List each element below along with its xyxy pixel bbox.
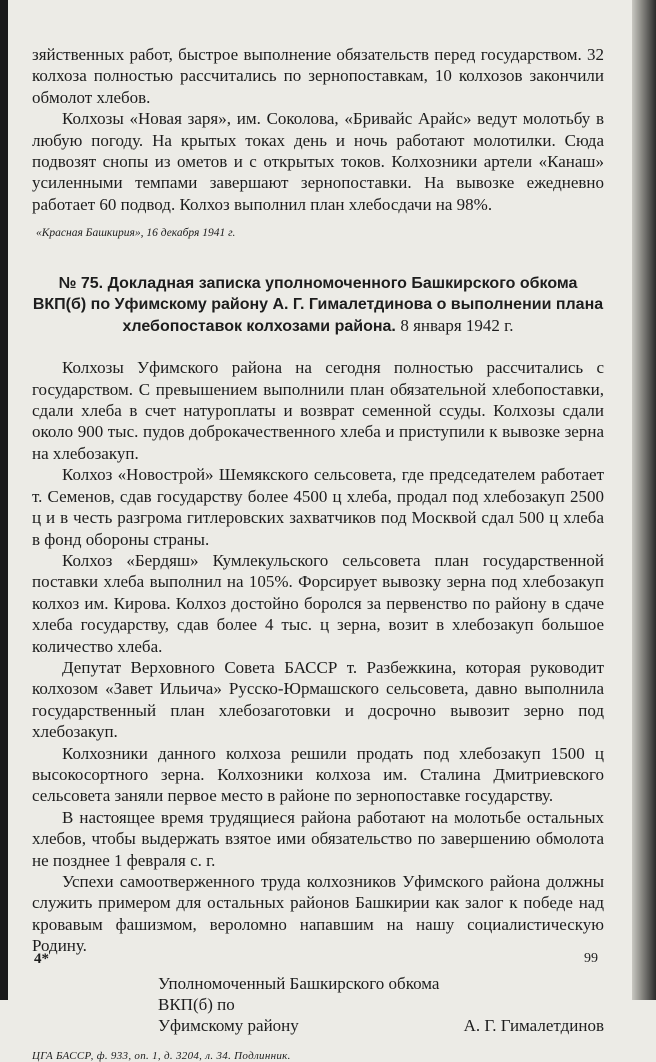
document-paragraph-2: Колхоз «Новострой» Шемякского сельсовета, где председателем работает т. Семенов, сдав государству более 4500 ц хлеба, продал под хлебозакуп 2500 ц и в честь разгрома гитлеровских захватчиков под Москвой сдал 500 ц хлеба в фонд обороны страны. <box>32 465 604 549</box>
page-body <box>32 44 604 1062</box>
continuation-paragraph-2: Колхозы «Новая заря», им. Соколова, «Бривайс Арайс» ведут молотьбу в любую погоду. На крытых токах день и ночь работают молотилки. Сюда подвозят снопы из ометов и с открытых токов. Колхозники артели «Канаш» усиленными темпами завершают зернопоставки. На вывозке ежедневно работает 60 подвод. Колхоз выполнил план хлебосдачи на 98%. <box>32 109 604 214</box>
signature-title-line-2: Уфимскому району <box>158 1015 299 1035</box>
signature-title-line-1: Уполномоченный Башкирского обкома ВКП(б) по <box>158 973 440 1014</box>
document-date: 8 января 1942 г. <box>400 316 514 336</box>
newspaper-source: «Красная Башкирия», 16 декабря 1941 г. <box>36 227 236 240</box>
scan-edge-right <box>632 0 656 1000</box>
page-number: 99 <box>584 951 598 966</box>
signature-mark: 4* <box>34 951 49 967</box>
document-paragraph-7: Успехи самоотверженного труда колхозников Уфимского района должны служить примером для остальных районов Башкирии как залог к победе над кровавым фашизмом, вероломно напавшим на нашу социалистическую Родину. <box>32 872 604 956</box>
document-paragraph-3: Колхоз «Бердяш» Кумлекульского сельсовета план государственной поставки хлеба выполнил на 105%. Форсирует вывозку зерна под хлебозакуп колхоз им. Кирова. Колхоз достойно боролся за первенство по району в сдаче хлеба государству, сдав более 4 тыс. ц зерна, возит в хлебозакуп большое количество хлеба. <box>32 550 604 656</box>
signature-name: А. Г. Гималетдинов <box>463 1015 604 1035</box>
document-paragraph-1: Колхозы Уфимского района на сегодня полностью рассчитались с государством. С превышением выполнили план обязательной хлебопоставки, сдали хлеба в счет натуроплаты и возврат семенной ссуды. Колхозы сдали около 900 тыс. пудов доброкачественного хлеба и приступили к вывозке зерна на хлебозакуп. <box>32 358 604 463</box>
document-heading <box>32 273 604 337</box>
signature-block <box>158 973 604 1036</box>
scan-edge-left <box>0 0 8 1000</box>
document-paragraph-4: Депутат Верховного Совета БАССР т. Разбежкина, которая руководит колхозом «Завет Ильича» Русско-Юрмашского сельсовета, давно выполнила государственный план хлебозаготовки и досрочно вывозит зерно под хлебозакуп. <box>32 657 604 742</box>
continuation-paragraph-1: зяйственных работ, быстрое выполнение обязательств перед государством. 32 колхоза полностью рассчитались по зернопоставкам, 10 колхозов закончили обмолот хлебов. <box>32 45 604 107</box>
document-paragraph-6: В настоящее время трудящиеся района работают на молотьбе остальных хлебов, чтобы выдержать взятое ими обязательство по завершению обмолота не позднее 1 февраля с. г. <box>32 807 604 870</box>
document-title: № 75. Докладная записка уполномоченного Башкирского обкома ВКП(б) по Уфимскому району А. Г. Гималетдинова о выполнении плана хлебопоставок колхозами района. <box>32 275 604 336</box>
document-paragraph-5: Колхозники данного колхоза решили продать под хлебозакуп 1500 ц высокосортного зерна. Колхозники колхоза им. Сталина Дмитриевского сельсовета заняли первое место в районе по зернопоставке государству. <box>32 743 604 806</box>
archive-reference: ЦГА БАССР, ф. 933, оп. 1, д. 3204, л. 34. Подлинник. <box>32 1049 291 1062</box>
